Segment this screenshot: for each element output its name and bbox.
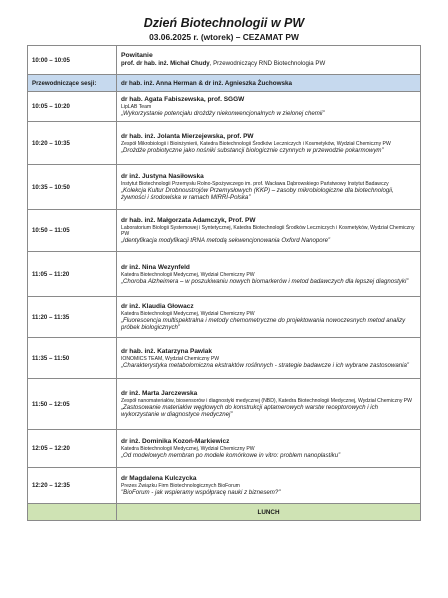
talk-title: „Kolekcja Kultur Drobnoustrojów Przemysłowych (KKP) – zasoby mikrobiologiczne dla biotechnologii, żywności i środowiska w ramach MIRRI-Polska” (121, 187, 394, 201)
talk-row (28, 165, 421, 210)
talk-title: „Wykorzystanie potencjału drożdży niekonwencjonalnych w zielonej chemii” (121, 110, 325, 117)
talk-row (28, 379, 421, 430)
time-slot: 10:50 – 11:05 (28, 210, 117, 252)
talk-list (28, 92, 421, 504)
talk-cell (117, 122, 421, 165)
speaker-affiliation: Laboratorium Biologii Systemowej i Syntetycznej, Katedra Biotechnologii Środków Leczniczych i Kosmetyków, Wydział Chemiczny PW (121, 225, 415, 237)
talk-cell (117, 92, 421, 122)
welcome-speaker: prof. dr hab. inż. Michał Chudy (121, 60, 210, 68)
time-slot: 10:00 – 10:05 (28, 46, 117, 75)
time-slot: 10:05 – 10:20 (28, 92, 117, 122)
time-slot: 11:50 – 12:05 (28, 379, 117, 430)
talk-row (28, 468, 421, 504)
talk-cell (117, 210, 421, 252)
time-slot: 11:35 – 11:50 (28, 338, 117, 379)
speaker-name: dr inż. Justyna Nasiłowska (121, 173, 204, 180)
speaker-name: dr hab. Agata Fabiszewska, prof. SGGW (121, 96, 245, 103)
event-date-venue: 03.06.2025 r. (wtorek) – CEZAMAT PW (149, 32, 299, 42)
session-chairs-names: dr hab. inż. Anna Herman & dr inż. Agnieszka Żuchowska (117, 75, 421, 92)
talk-title: „Od modelowych membran po modele komórkowe in vitro: problem nanoplastiku” (121, 452, 341, 459)
talk-row (28, 338, 421, 379)
talk-row (28, 210, 421, 252)
lunch-time-cell (28, 504, 117, 521)
talk-row (28, 252, 421, 297)
agenda-table (27, 45, 421, 521)
speaker-affiliation: Zespół nanomateriałów, biosensorów i diagnostyki medycznej (NBD), Katedra Biotechnologii Medycznej, Wydział Chemiczny PW (121, 398, 412, 404)
talk-cell (117, 252, 421, 297)
speaker-affiliation: Katedra Biotechnologii Medycznej, Wydział Chemiczny PW (121, 311, 255, 317)
talk-title: „Choroba Alzheimera – w poszukiwaniu nowych biomarkerów i metod badawczych dla lepszej diagnostyki” (121, 277, 409, 285)
time-slot: 10:35 – 10:50 (28, 165, 117, 210)
session-chairs-row (28, 75, 421, 92)
session-chairs-label: Przewodniczące sesji: (28, 75, 117, 92)
talk-title: „Drożdże probiotyczne jako nośniki substancji biologicznie czynnych w przewodzie pokarmowym” (121, 146, 384, 154)
talk-cell (117, 297, 421, 338)
speaker-name: dr inż. Dominika Kozoń-Markiewicz (121, 438, 230, 445)
speaker-affiliation: LipLAB Team (121, 104, 152, 110)
welcome-speaker-line (121, 60, 416, 68)
speaker-name: dr hab. inż. Małgorzata Adamczyk, Prof. PW (121, 217, 256, 224)
talk-title: „Charakterystyka metabolomiczna ekstraktów roślinnych - strategie badawcze i ich wybrane zastosowania” (121, 361, 409, 369)
talk-cell (117, 379, 421, 430)
speaker-name: dr inż. Nina Wezynfeld (121, 263, 190, 271)
lunch-label: LUNCH (117, 504, 421, 521)
time-slot: 12:20 – 12:35 (28, 468, 117, 504)
welcome-cell (117, 46, 421, 75)
speaker-affiliation: Prezes Związku Firm Biotechnologicznych BioForum (121, 483, 240, 489)
talk-row (28, 430, 421, 468)
speaker-name: dr Magdalena Kulczycka (121, 475, 197, 482)
speaker-affiliation: Katedra Biotechnologii Medycznej, Wydział Chemiczny PW (121, 271, 255, 278)
speaker-affiliation: Katedra Biotechnologii Medycznej, Wydział Chemiczny PW (121, 446, 255, 452)
speaker-name: dr hab. inż. Katarzyna Pawlak (121, 347, 213, 355)
talk-row (28, 92, 421, 122)
talk-title: „Fluorescencja multispektralna i metody chemometryczne do projektowania nowoczesnych metod analizy próbek biologicznych” (121, 317, 406, 331)
welcome-title: Powitanie (121, 52, 153, 60)
talk-cell (117, 165, 421, 210)
speaker-affiliation: Zespół Mikrobiologii i Bioinżynierii, Katedra Biotechnologii Środków Leczniczych i Kosmetyków, Wydział Chemiczny PW (121, 140, 391, 147)
time-slot: 11:05 – 11:20 (28, 252, 117, 297)
talk-title: „Identyfikacja modyfikacji tRNA metodą sekwencjonowania Oxford Nanopore” (121, 237, 331, 244)
speaker-affiliation: IONOMICS TEAM, Wydział Chemiczny PW (121, 355, 220, 362)
page-title: Dzień Biotechnologii w PW (143, 16, 305, 30)
time-slot: 12:05 – 12:20 (28, 430, 117, 468)
talk-row (28, 297, 421, 338)
time-slot: 11:20 – 11:35 (28, 297, 117, 338)
page-header (0, 16, 448, 43)
talk-cell (117, 468, 421, 504)
lunch-row (28, 504, 421, 521)
speaker-affiliation: Instytut Biotechnologii Przemysłu Rolno-Spożywczego im. prof. Wacława Dąbrowskiego Państwowy Instytut Badawczy (121, 181, 389, 187)
speaker-name: dr hab. inż. Jolanta Mierzejewska, prof. PW (121, 132, 254, 140)
speaker-name: dr inż. Klaudia Głowacz (121, 303, 194, 310)
welcome-row (28, 46, 421, 75)
talk-cell (117, 338, 421, 379)
welcome-role: , Przewodniczący RND Biotechnologia PW (209, 60, 326, 68)
time-slot: 10:20 – 10:35 (28, 122, 117, 165)
talk-row (28, 122, 421, 165)
talk-title: "BioForum - jak wspieramy współpracę nauki z biznesem?" (121, 489, 281, 496)
speaker-name: dr inż. Marta Jarczewska (121, 390, 198, 397)
talk-title: „Zastosowanie materiałów węglowych do konstrukcji aptamerowych warstw receptorowych i ich wykorzystanie w diagnostyce medycznej” (121, 404, 379, 418)
talk-cell (117, 430, 421, 468)
